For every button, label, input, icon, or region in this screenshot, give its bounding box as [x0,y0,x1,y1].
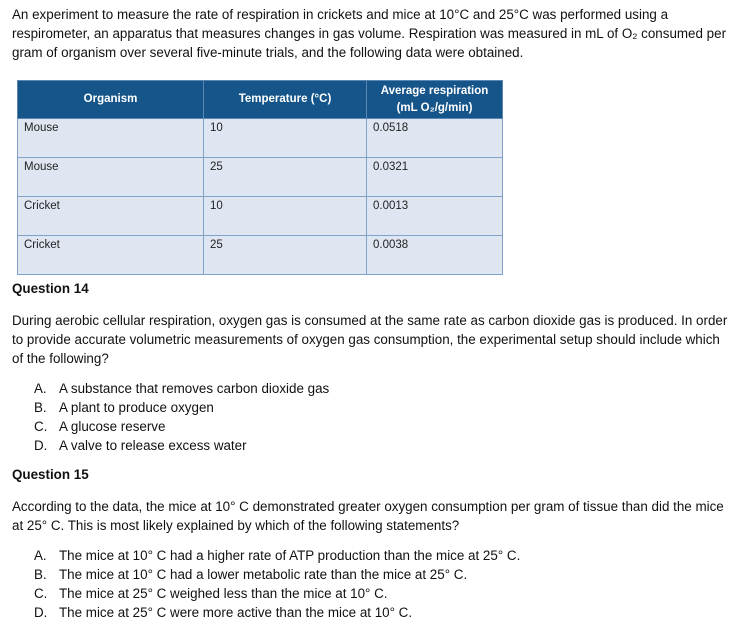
cell-respiration: 0.0013 [367,197,503,236]
cell-temperature: 10 [204,119,367,158]
answer-option[interactable] [34,379,329,398]
option-text: The mice at 10° C had a lower metabolic rate than the mice at 25° C. [59,567,468,582]
option-letter: B. [34,567,47,582]
option-letter: A. [34,381,47,396]
table-row [18,236,503,275]
option-text: The mice at 25° C were more active than the mice at 10° C. [59,605,413,620]
option-text: A substance that removes carbon dioxide gas [59,381,330,396]
option-letter: D. [34,605,48,620]
table-header-row [18,81,503,119]
answer-option[interactable] [34,584,520,603]
cell-respiration: 0.0321 [367,158,503,197]
respiration-table [17,80,503,275]
question-14-title: Question 14 [12,281,89,296]
header-organism: Organism [18,81,204,119]
question-14-options [34,379,329,455]
header-temperature: Temperature (°C) [204,81,367,119]
answer-option[interactable] [34,417,329,436]
table-row [18,197,503,236]
option-text: A plant to produce oxygen [59,400,214,415]
header-respiration-title: Average respiration [380,84,489,97]
cell-respiration: 0.0038 [367,236,503,275]
cell-temperature: 10 [204,197,367,236]
option-text: A glucose reserve [59,419,166,434]
cell-respiration: 0.0518 [367,119,503,158]
answer-option[interactable] [34,436,329,455]
option-text: The mice at 25° C weighed less than the mice at 10° C. [59,586,388,601]
table-row [18,158,503,197]
option-text: The mice at 10° C had a higher rate of ATP production than the mice at 25° C. [59,548,521,563]
option-letter: C. [34,419,48,434]
option-letter: D. [34,438,48,453]
question-15-options [34,546,520,622]
option-text: A valve to release excess water [59,438,247,453]
cell-organism: Mouse [18,119,204,158]
answer-option[interactable] [34,546,520,565]
answer-option[interactable] [34,398,329,417]
option-letter: B. [34,400,47,415]
cell-organism: Mouse [18,158,204,197]
header-respiration-unit: (mL O₂/g/min) [396,101,473,114]
header-respiration [367,81,503,119]
intro-paragraph: An experiment to measure the rate of respiration in crickets and mice at 10°C and 25°C was performed using a respirometer, an apparatus that measures changes in gas volume. Respiration was measured in mL of O₂ consumed per gram of organism over several five-minute trials, and the following data were obtained. [12,7,727,60]
table-row [18,119,503,158]
cell-organism: Cricket [18,236,204,275]
question-14-text: During aerobic cellular respiration, oxygen gas is consumed at the same rate as carbon dioxide gas is produced. In order to provide accurate volumetric measurements of oxygen gas consumption, the experimental setup should include which of the following? [12,313,728,366]
option-letter: C. [34,586,48,601]
question-15-title: Question 15 [12,467,89,482]
question-15-text: According to the data, the mice at 10° C demonstrated greater oxygen consumption per gram of tissue than did the mice at 25° C. This is most likely explained by which of the following statements? [12,499,724,533]
option-letter: A. [34,548,47,563]
cell-temperature: 25 [204,236,367,275]
answer-option[interactable] [34,565,520,584]
answer-option[interactable] [34,603,520,622]
cell-temperature: 25 [204,158,367,197]
cell-organism: Cricket [18,197,204,236]
